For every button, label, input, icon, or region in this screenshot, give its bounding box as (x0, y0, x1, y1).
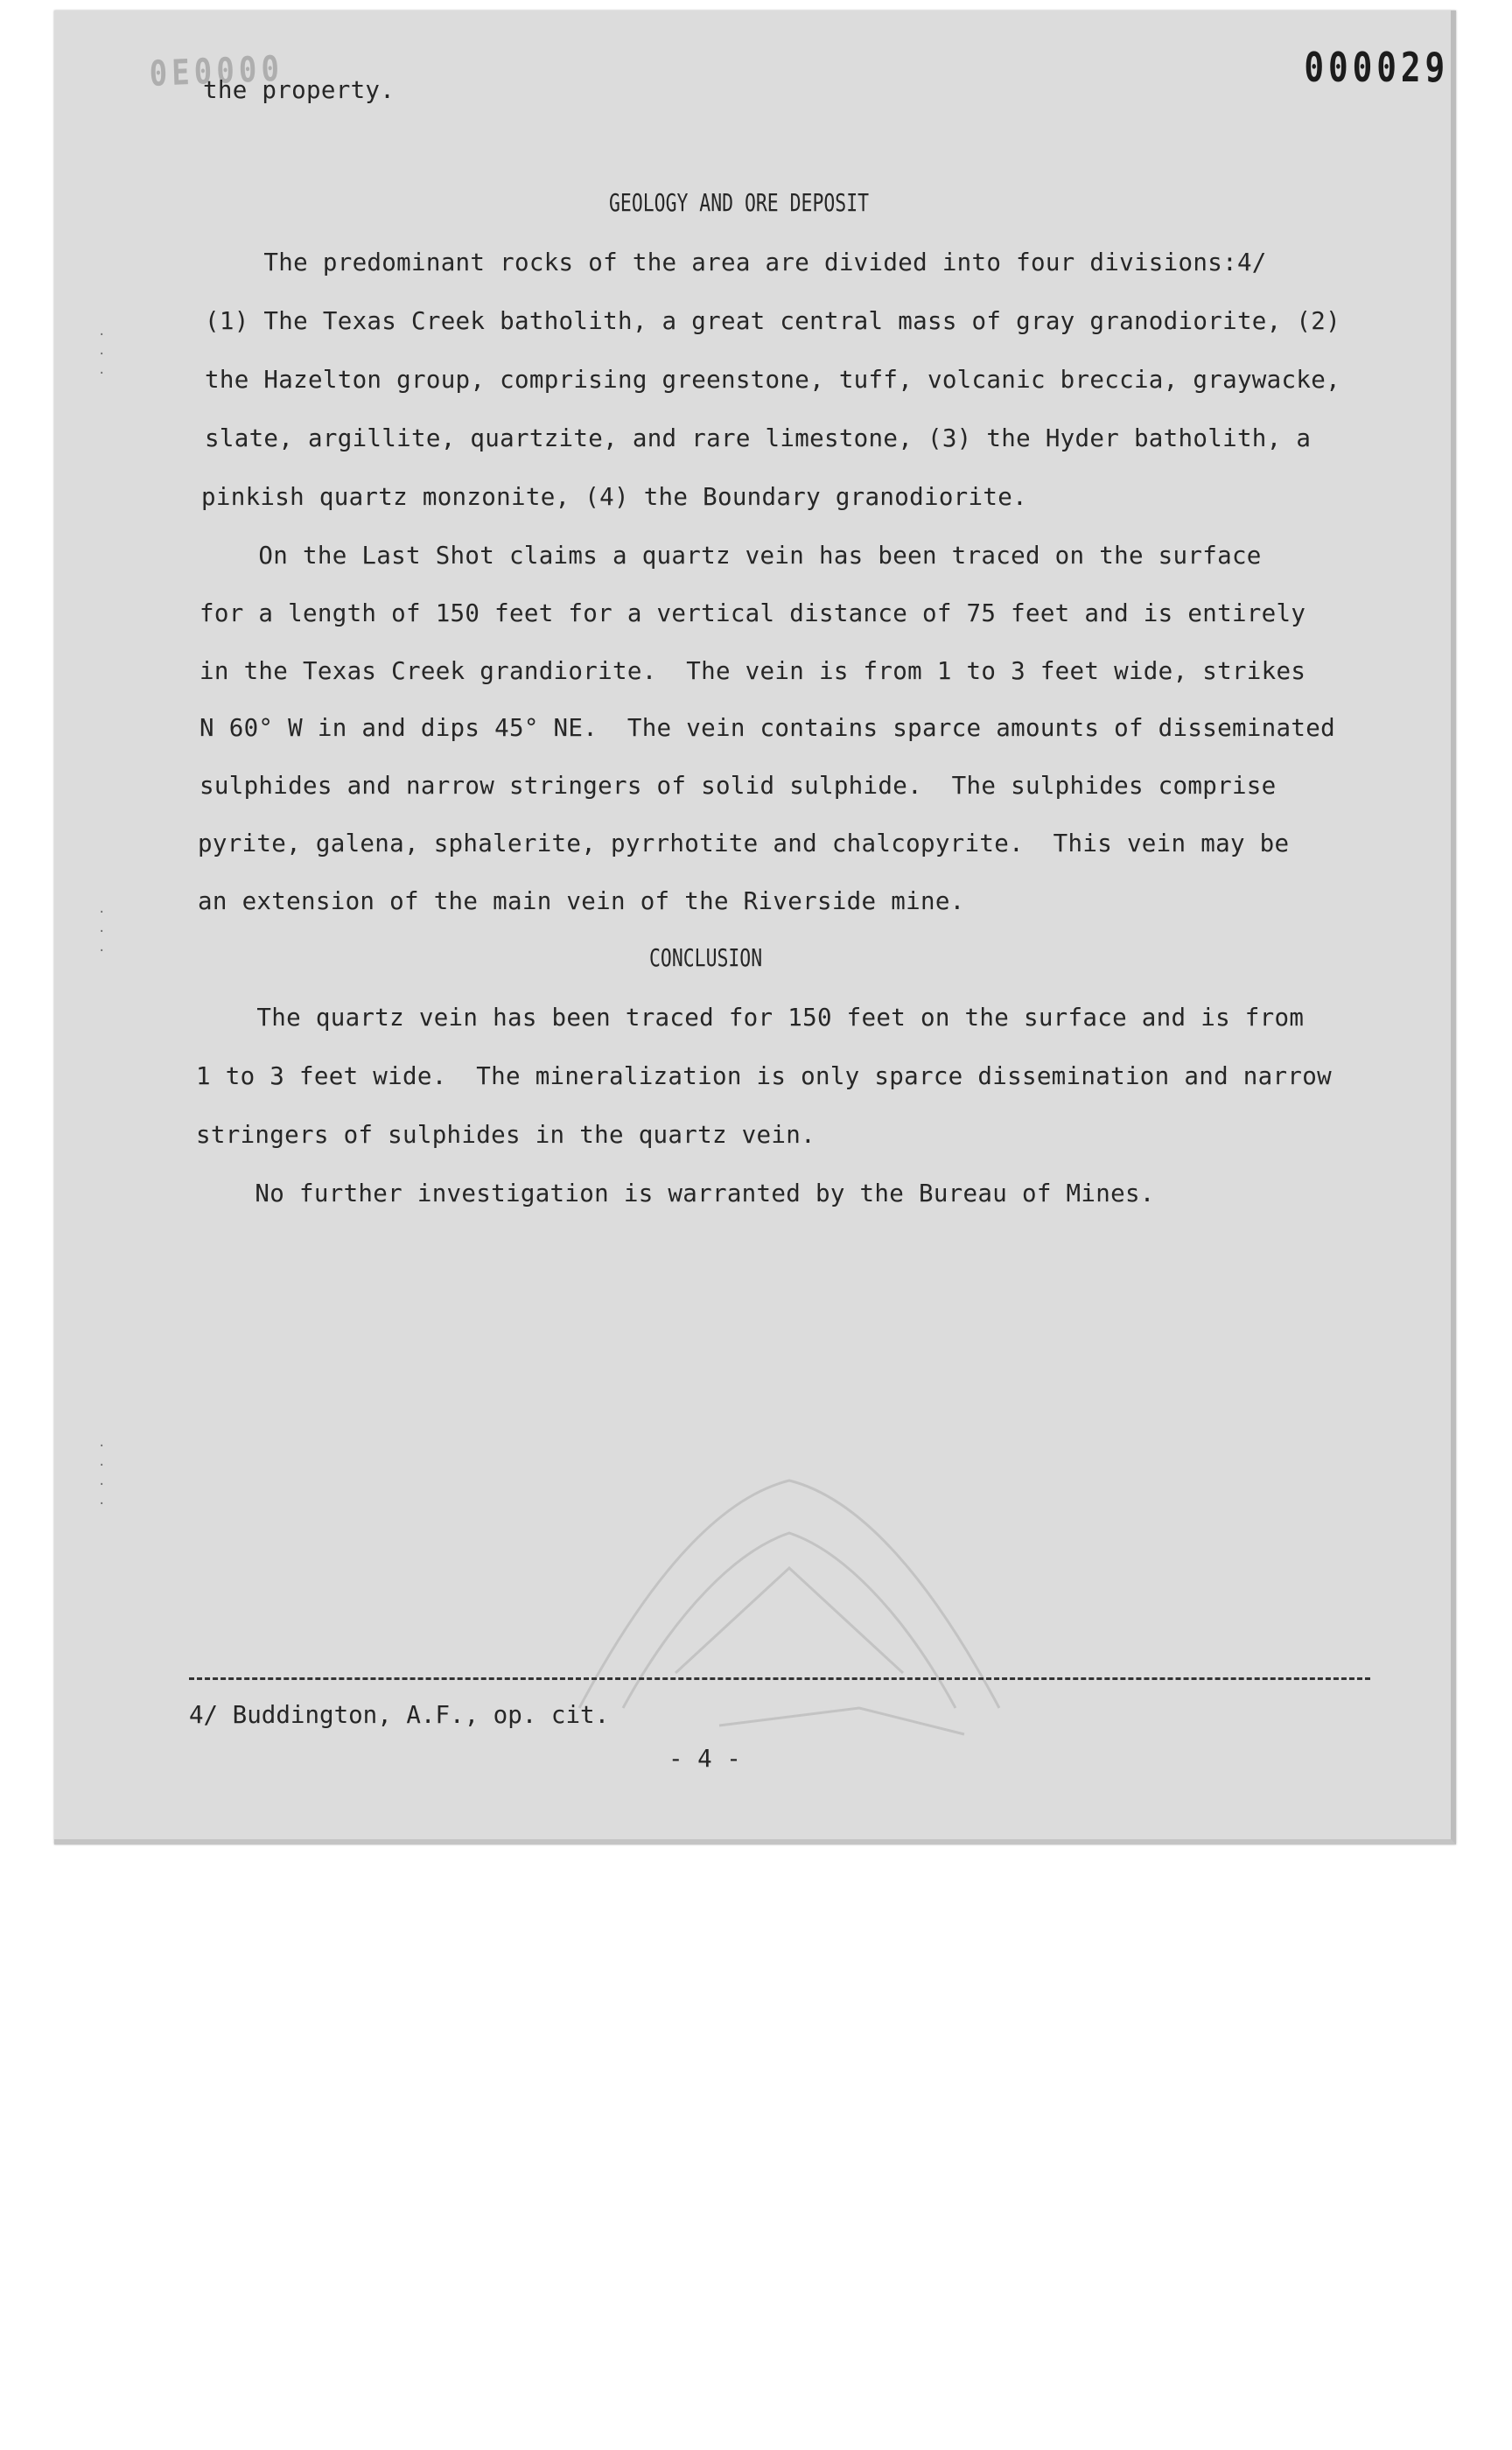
text-line: in the Texas Creek grandiorite. The vein is from 1 to 3 feet wide, strikes (200, 657, 1306, 685)
footnote: 4/ Buddington, A.F., op. cit. (189, 1701, 610, 1729)
text-line: On the Last Shot claims a quartz vein has been traced on the surface (200, 542, 1262, 570)
text-line: the Hazelton group, comprising greenstone, tuff, volcanic breccia, graywacke, (205, 366, 1340, 394)
text-line: 1 to 3 feet wide. The mineralization is only sparce dissemination and narrow (196, 1062, 1332, 1090)
text-line: N 60° W in and dips 45° NE. The vein contains sparce amounts of disseminated (200, 714, 1335, 742)
document-page (54, 10, 1456, 1844)
text-line: (1) The Texas Creek batholith, a great central mass of gray granodiorite, (2) (205, 307, 1340, 335)
text-line: for a length of 150 feet for a vertical distance of 75 feet and is entirely (200, 599, 1306, 627)
text-line: pyrite, galena, sphalerite, pyrrhotite and chalcopyrite. This vein may be (198, 830, 1290, 858)
text-line: sulphides and narrow stringers of solid sulphide. The sulphides comprise (200, 772, 1277, 800)
text-line: pinkish quartz monzonite, (4) the Boundary granodiorite. (201, 483, 1027, 511)
section-heading-conclusion: CONCLUSION (649, 944, 763, 972)
faded-stamp-number: 0E0000 (149, 48, 284, 94)
bleed-through-seal-mark (544, 1446, 1034, 1743)
page-number: - 4 - (668, 1745, 741, 1773)
margin-marks-top: · · · (98, 328, 106, 381)
margin-marks-bottom: · · · · (98, 1439, 106, 1511)
text-line: stringers of sulphides in the quartz vein. (196, 1121, 816, 1149)
document-number-stamp: 000029 (1304, 44, 1449, 91)
text-line: The predominant rocks of the area are divided into four divisions:4/ (205, 248, 1267, 276)
footnote-rule (189, 1677, 1370, 1680)
continuation-line: the property. (203, 76, 396, 104)
text-line: The quartz vein has been traced for 150 feet on the surface and is from (198, 1004, 1305, 1032)
margin-marks-middle: · · · (98, 906, 106, 958)
text-line: slate, argillite, quartzite, and rare limestone, (3) the Hyder batholith, a (205, 424, 1312, 452)
section-heading-geology: GEOLOGY AND ORE DEPOSIT (609, 189, 870, 217)
text-line: No further investigation is warranted by the Bureau of Mines. (196, 1180, 1155, 1208)
text-line: an extension of the main vein of the Riverside mine. (198, 887, 965, 915)
